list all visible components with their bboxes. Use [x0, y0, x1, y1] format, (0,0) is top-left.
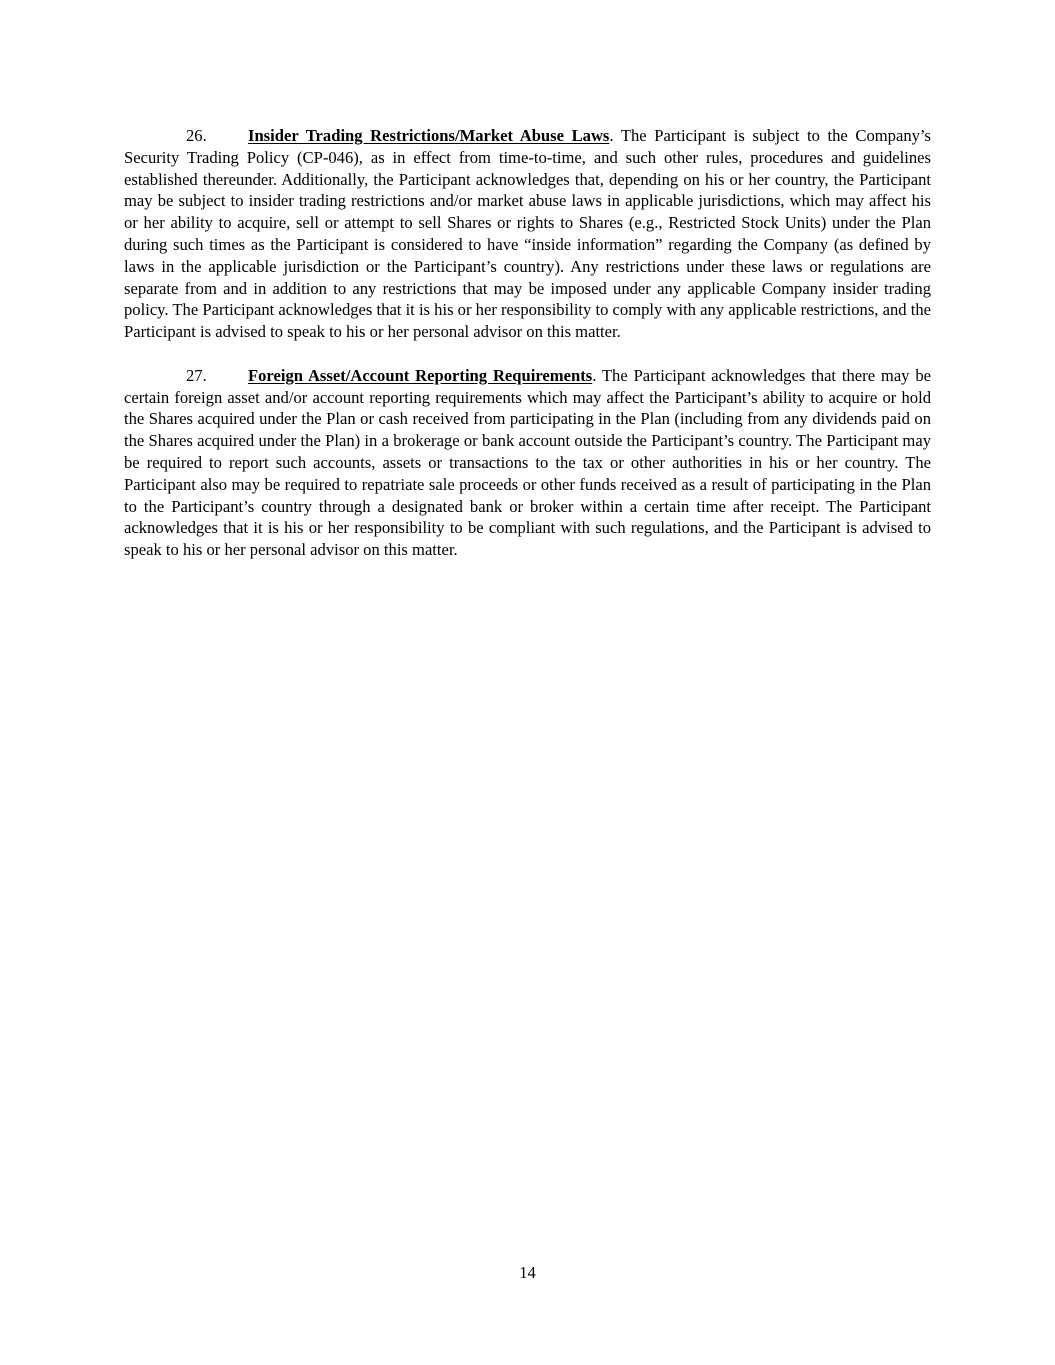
- section-number: 27.: [186, 365, 207, 385]
- section-heading-suffix: .: [592, 365, 597, 385]
- section-27: [124, 365, 931, 561]
- page-number: 14: [519, 1263, 536, 1282]
- section-heading-suffix: .: [609, 126, 614, 145]
- document-body: [124, 125, 931, 583]
- section-heading: Insider Trading Restrictions/Market Abuse Laws: [248, 126, 610, 145]
- section-heading: Foreign Asset/Account Reporting Requirements: [248, 365, 593, 385]
- section-body: The Participant is subject to the Company’s Security Trading Policy (CP-046), as in effect from time-to-time, and such other rules, procedures and guidelines established thereunder. Additionally, the Participant acknowledges that, depending on his or her country, the Participant may be subject to insider trading restrictions and/or market abuse laws in applicable jurisdictions, which may affect his or her ability to acquire, sell or attempt to sell Shares or rights to Shares (e.g., Restricted Stock Units) under the Plan during such times as the Participant is considered to have “inside information” regarding the Company (as defined by laws in the applicable jurisdiction or the Participant’s country). Any restrictions under these laws or regulations are separate from and in addition to any restrictions that may be imposed under any applicable Company insider trading policy. The Participant acknowledges that it is his or her responsibility to comply with any applicable restrictions, and the Participant is advised to speak to his or her personal advisor on this matter.: [124, 126, 931, 342]
- section-body: The Participant acknowledges that there may be certain foreign asset and/or account reporting requirements which may affect the Participant’s ability to acquire or hold the Shares acquired under the Plan or cash received from participating in the Plan (including from any dividends paid on the Shares acquired under the Plan) in a brokerage or bank account outside the Participant’s country. The Participant may be required to report such accounts, assets or transactions to the tax or other authorities in his or her country. The Participant also may be required to repatriate sale proceeds or other funds received as a result of participating in the Plan to the Participant’s country through a designated bank or broker within a certain time after receipt. The Participant acknowledges that it is his or her responsibility to be compliant with such regulations, and the Participant is advised to speak to his or her personal advisor on this matter.: [124, 365, 931, 560]
- section-26: [124, 125, 931, 343]
- section-number: 26.: [186, 126, 207, 145]
